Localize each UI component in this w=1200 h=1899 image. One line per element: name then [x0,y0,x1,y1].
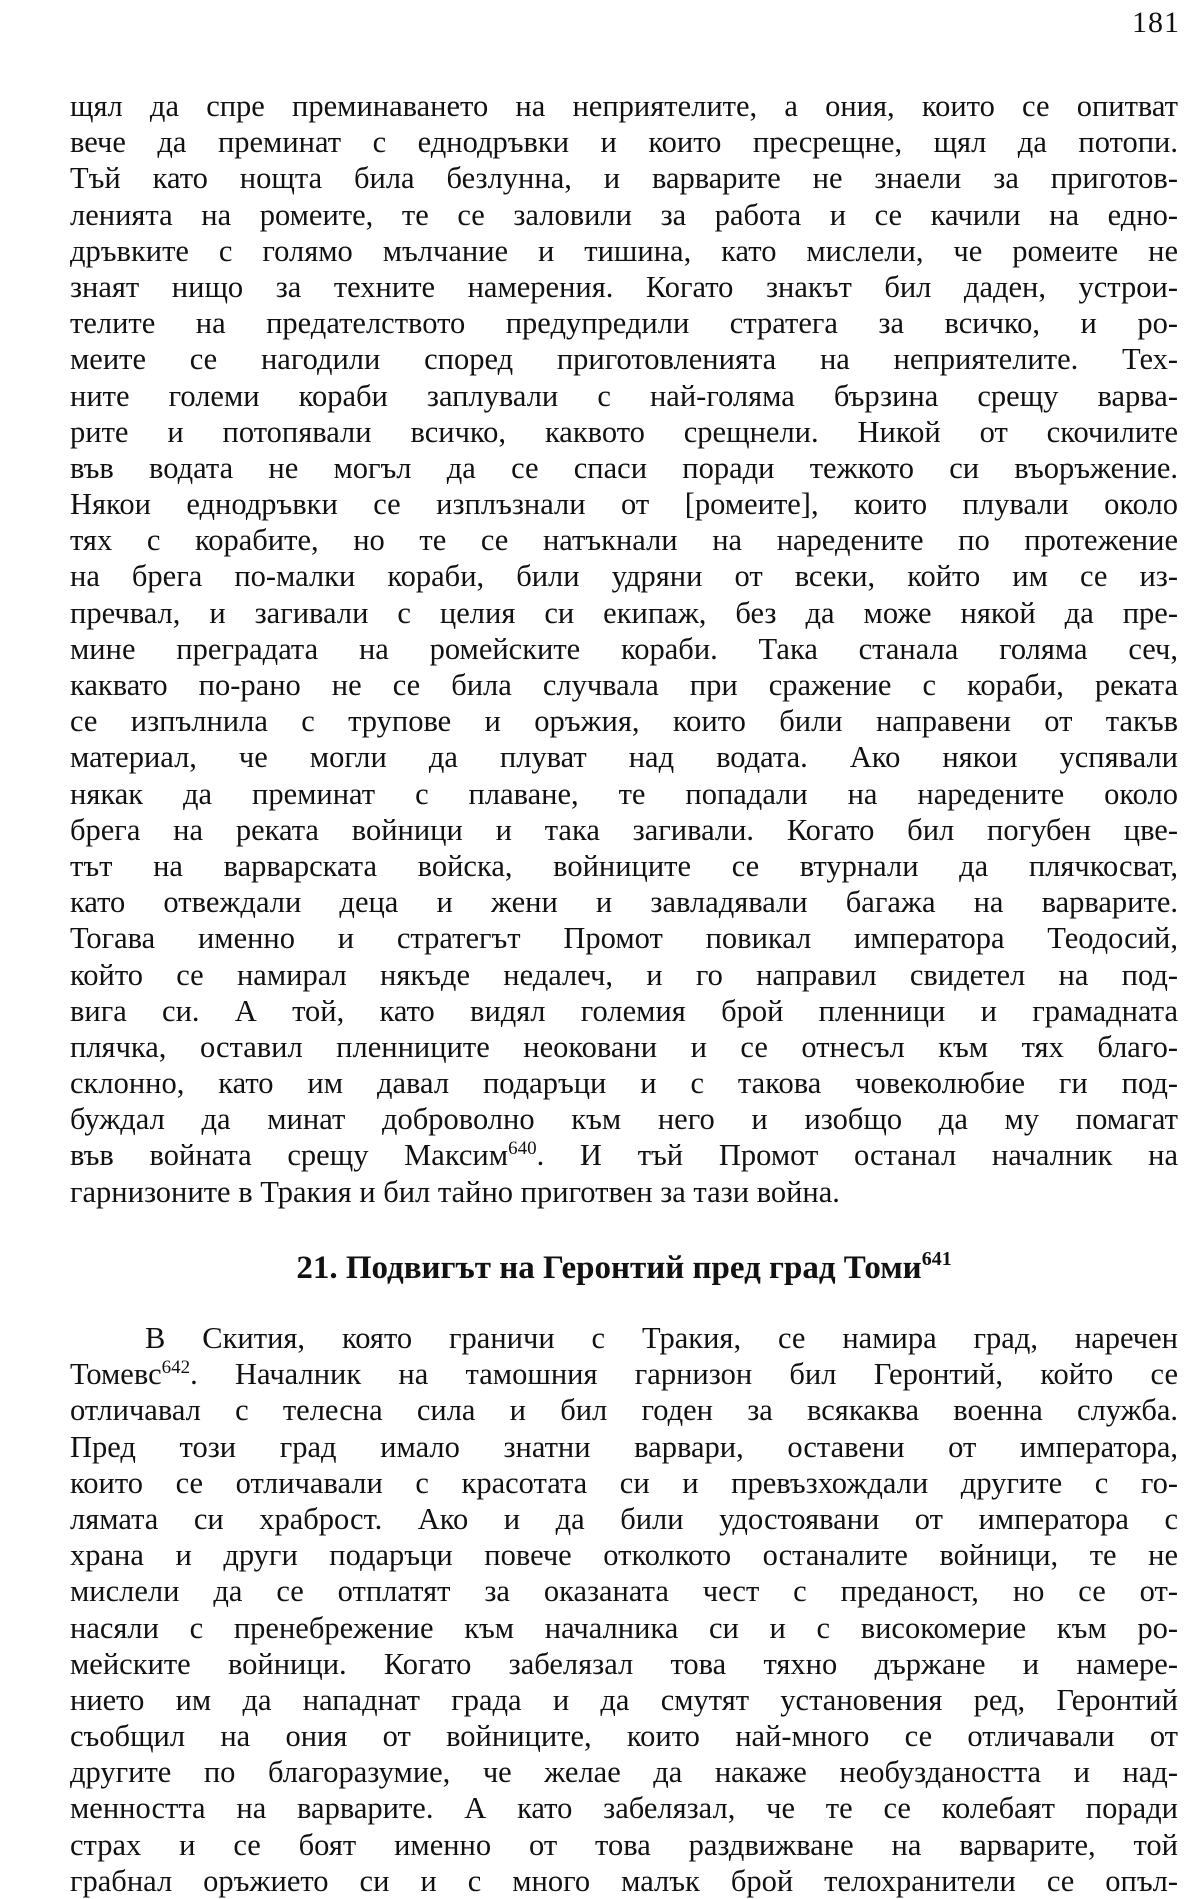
text-line: ленията на ромеите, те се заловили за работа и се качили на едно- [70,197,1178,232]
text-line: гарнизоните в Тракия и бил тайно приготвен за тази война. [70,1174,840,1209]
text-line: храна и други подаръци повече отколкото останалите войници, те не [70,1538,1178,1573]
text-line: ните големи кораби заплували с най-голяма бързина срещу варва- [70,378,1178,413]
text-line: Някои еднодръвки се изплъзнали от [ромеите], които плували около [70,487,1178,522]
text-line: насяли с пренебрежение към началника си и с високомерие към ро- [70,1610,1178,1645]
text-segment: . И тъй Промот останал началник на [536,1138,1178,1173]
text-line: рите и потопявали всичко, каквото срещнели. Никой от скочилите [70,414,1178,449]
text-line: отличавал с телесна сила и бил годен за всякаква военна служба. [70,1393,1178,1428]
footnote-reference[interactable]: 642 [161,1357,191,1379]
text-line: дръвките с голямо мълчание и тишина, като мислели, че ромеите не [70,233,1178,268]
text-line: другите по благоразумие, че желае да накаже необуздаността и над- [70,1755,1178,1790]
text-line: съобщил на ония от войниците, които най-много се отличавали от [70,1719,1178,1754]
section-heading [70,1248,1178,1288]
text-line: който се намирал някъде недалеч, и го направил свидетел на под- [70,957,1178,992]
text-line: Тогава именно и стратегът Промот повикал императора Теодосий, [70,921,1178,956]
text-line: склонно, като им давал подаръци и с такова човеколюбие ги под- [70,1066,1178,1101]
text-line: Пред този град имало знатни варвари, оставени от императора, [70,1429,1178,1464]
text-line: вига си. А той, като видял големия брой пленници и грамадната [70,993,1178,1028]
footnote-reference[interactable]: 641 [921,1248,952,1270]
text-line: тях с корабите, но те се натъкнали на наредените по протежение [70,523,1178,558]
text-line: щял да спре преминаването на неприятелите, а ония, които се опитват [70,89,1178,123]
text-line: се изпълнила с трупове и оръжия, които били направени от такъв [70,704,1178,739]
text-line: плячка, оставил пленниците неоковани и се отнесъл към тях благо- [70,1029,1178,1064]
text-line: менността на варварите. А като забелязал, че те се колебаят поради [70,1791,1178,1826]
text-line: материал, че могли да плуват над водата. Ако някои успявали [70,740,1178,775]
text-line: телите на предателството предупредили стратега за всичко, и ро- [70,306,1178,341]
text-line-with-footnote [70,1137,1178,1173]
text-line: страх и се боят именно от това раздвижване на варварите, той [70,1827,1178,1862]
text-line: Тъй като нощта била безлунна, и варварите не знаели за приготов- [70,161,1178,196]
text-line: някак да преминат с плаване, те попадали на наредените около [70,776,1178,811]
text-line: пречвал, и загивали с целия си екипаж, без да може някой да пре- [70,595,1178,630]
text-line: мине преградата на ромейските кораби. Така станала голяма сеч, [70,631,1178,666]
text-line: В Скития, която граничи с Тракия, се намира град, наречен [145,1321,1178,1355]
text-line: каквато по-рано не се била случвала при сражение с кораби, реката [70,668,1178,702]
paragraph-2 [70,1320,1178,1899]
text-line: вече да преминат с еднодръвки и които пресрещне, щял да потопи. [70,125,1178,160]
text-line: мейските войници. Когато забелязал това тяхно държане и намере- [70,1646,1178,1681]
paragraph-1 [70,88,1178,1210]
text-line: мислели да се отплатят за оказаната чест с преданост, но се от- [70,1574,1178,1609]
text-line-with-footnote [70,1356,1178,1392]
text-line: меите се нагодили според приготовленията на неприятелите. Тех- [70,342,1178,377]
text-line: като отвеждали деца и жени и завладявали багажа на варварите. [70,885,1178,920]
text-line: които се отличавали с красотата си и превъзхождали другите с го- [70,1465,1178,1500]
text-line: знаят нищо за техните намерения. Когато знакът бил даден, устрои- [70,269,1178,304]
text-segment: Томевс [70,1357,162,1392]
text-segment: . Началник на тамошния гарнизон бил Геронтий, който се [190,1357,1178,1392]
section-title: 21. Подвигът на Геронтий пред град Томи [296,1250,922,1286]
text-line: тът на варварската войска, войниците се втурнали да плячкосват, [70,848,1178,883]
text-line: лямата си храброст. Ако и да били удостоявани от императора с [70,1501,1178,1536]
text-line: буждал да минат доброволно към него и изобщо да му помагат [70,1102,1178,1137]
text-line: грабнал оръжието си и с много малък брой телохранители се опъл- [70,1863,1178,1898]
text-line: брега на реката войници и така загивали. Когато бил погубен цве- [70,812,1178,847]
footnote-reference[interactable]: 640 [508,1138,537,1160]
text-line: във водата не могъл да се спаси поради тежкото си въоръжение. [70,450,1178,485]
text-line: нието им да нападнат града и да смутят установения ред, Геронтий [70,1682,1178,1717]
text-segment: във войната срещу Максим [70,1138,509,1173]
text-line: на брега по-малки кораби, били удряни от всеки, който им се из- [70,559,1178,594]
page-number: 181 [1132,6,1180,39]
